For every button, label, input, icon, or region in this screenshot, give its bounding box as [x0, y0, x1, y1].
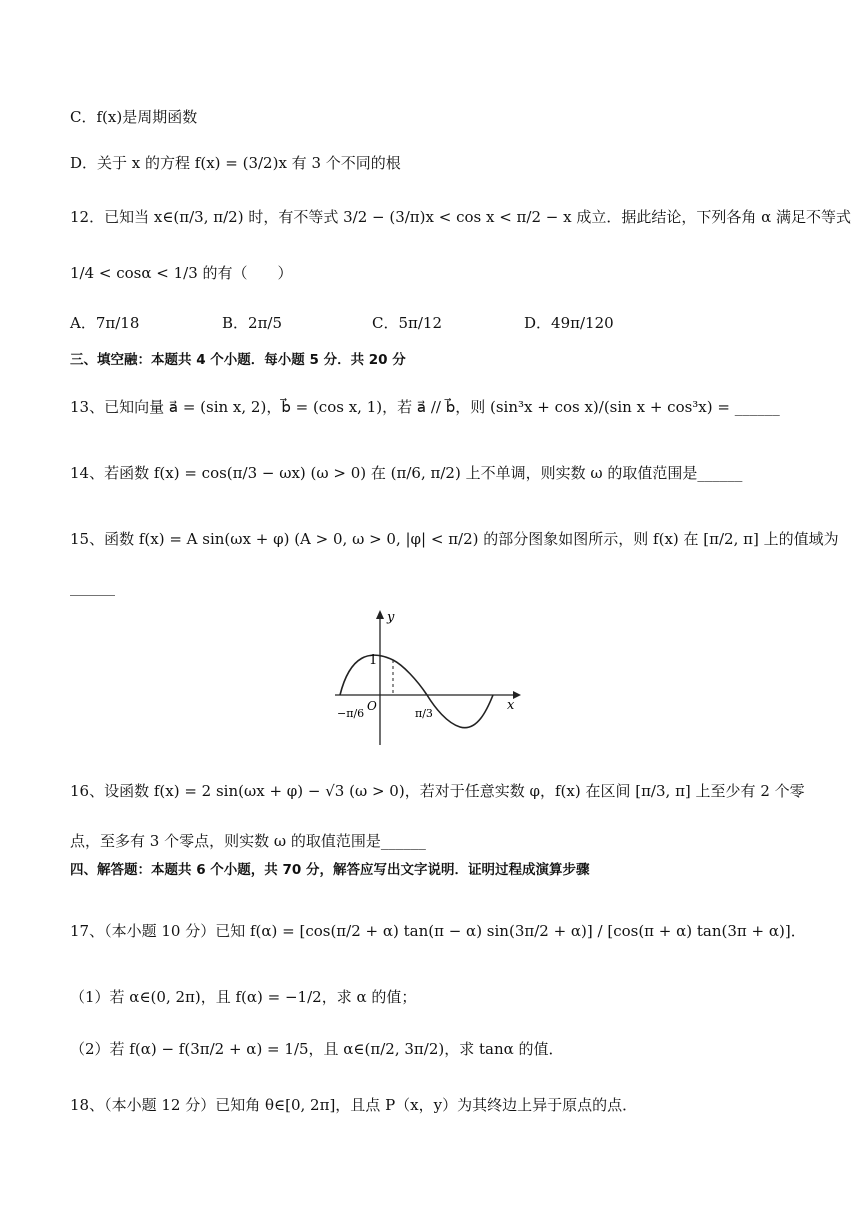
q12-option-a: A．7π/18 [70, 314, 140, 332]
option-c: C．f(x)是周期函数 [70, 108, 198, 126]
neg-pi-over-6-label: −π/6 [337, 707, 365, 720]
question-12-stem: 12．已知当 x∈(π/3, π/2) 时，有不等式 3/2 − (3/π)x < cos x < π/2 − x 成立．据此结论，下列各角 α 满足不等式 [70, 208, 851, 226]
section-3-heading: 三、填空融：本题共 4 个小题．每小题 5 分．共 20 分 [70, 352, 406, 368]
sine-graph-figure [335, 605, 525, 755]
option-d: D．关于 x 的方程 f(x) = (3/2)x 有 3 个不同的根 [70, 154, 401, 172]
question-15: 15、函数 f(x) = A sin(ωx + φ) (A > 0, ω > 0, |φ| < π/2) 的部分图象如图所示，则 f(x) 在 [π/2, π] 上的值域为 [70, 530, 839, 548]
question-17-part-1: （1）若 α∈(0, 2π)，且 f(α) = −1/2，求 α 的值； [70, 988, 417, 1006]
question-16: 16、设函数 f(x) = 2 sin(ωx + φ) − √3 (ω > 0)，若对于任意实数 φ，f(x) 在区间 [π/3, π] 上至少有 2 个零 [70, 782, 805, 800]
y-axis-arrow-icon [376, 610, 384, 619]
pi-over-3-label: π/3 [415, 707, 433, 720]
question-18: 18、（本小题 12 分）已知角 θ∈[0, 2π]，且点 P（x，y）为其终边上异于原点的点． [70, 1096, 638, 1114]
answer-blank-15: ______ [70, 578, 115, 596]
question-16-continued: 点，至多有 3 个零点，则实数 ω 的取值范围是______ [70, 832, 426, 850]
question-17: 17、（本小题 10 分）已知 f(α) = [cos(π/2 + α) tan(π − α) sin(3π/2 + α)] / [cos(π + α) tan(3π + α)]． [70, 922, 806, 940]
origin-label: O [367, 699, 377, 713]
q12-option-d: D．49π/120 [524, 314, 614, 332]
question-17-part-2: （2）若 f(α) − f(3π/2 + α) = 1/5，且 α∈(π/2, 3π/2)，求 tanα 的值． [70, 1040, 564, 1058]
y-axis-label: y [387, 610, 395, 625]
y-value-one-label: 1 [369, 653, 378, 668]
q12-option-b: B．2π/5 [222, 314, 283, 332]
question-14: 14、若函数 f(x) = cos(π/3 − ωx) (ω > 0) 在 (π/6, π/2) 上不单调，则实数 ω 的取值范围是______ [70, 464, 743, 482]
x-axis-label: x [507, 698, 515, 713]
q12-option-c: C．5π/12 [372, 314, 443, 332]
question-12-inequality: 1/4 < cosα < 1/3 的有（ ） [70, 264, 293, 282]
question-13: 13、已知向量 a⃗ = (sin x, 2)，b⃗ = (cos x, 1)，若 a⃗ // b⃗，则 (sin³x + cos x)/(sin x + cos³x) = ______ [70, 398, 780, 416]
section-4-heading: 四、解答题：本题共 6 个小题，共 70 分，解答应写出文字说明．证明过程成演算步骤 [70, 862, 590, 878]
